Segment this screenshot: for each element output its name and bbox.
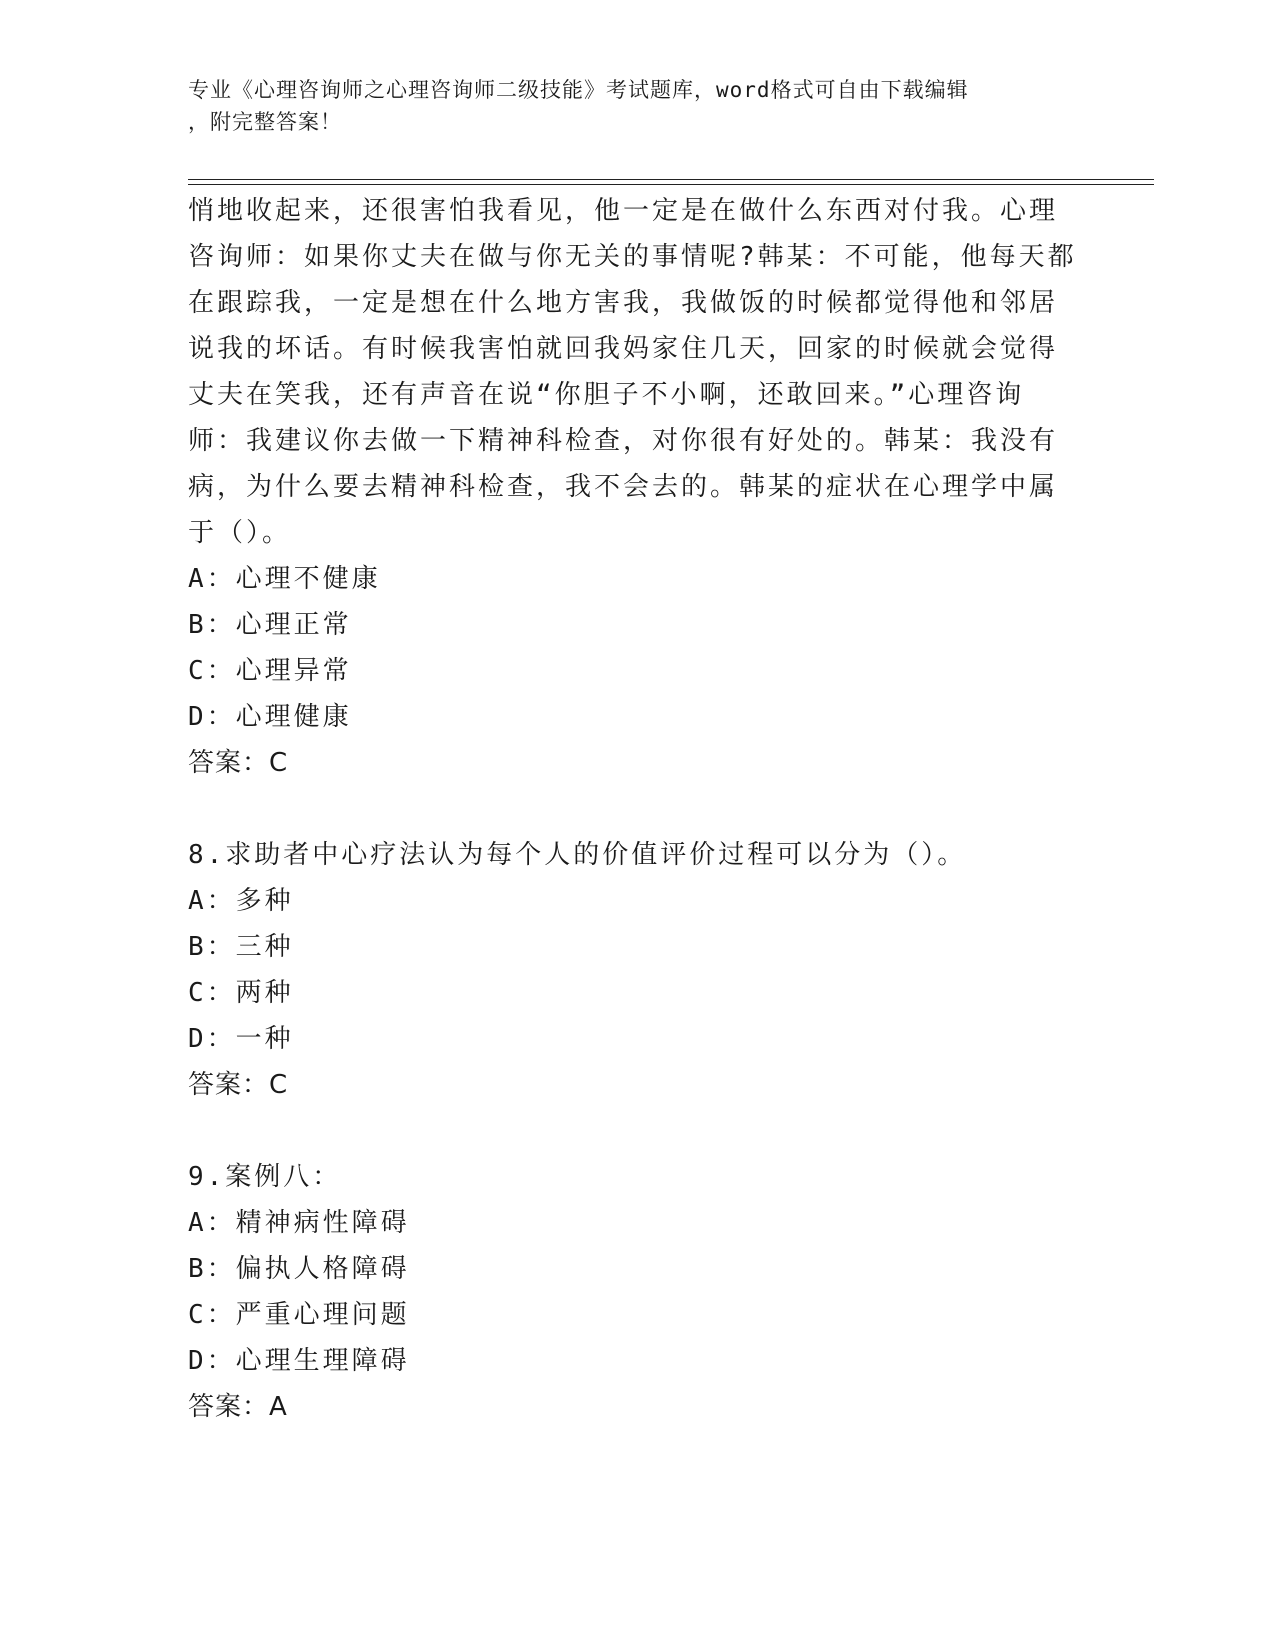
answer-line: 答案：C <box>188 748 289 778</box>
header-title-line-1: 专业《心理咨询师之心理咨询师二级技能》考试题库，word格式可自由下载编辑 <box>188 78 969 102</box>
option-b: B：心理正常 <box>188 610 352 640</box>
question-list <box>188 188 1088 1430</box>
answer-line: 答案：A <box>188 1392 288 1422</box>
option-d: D：一种 <box>188 1024 294 1054</box>
option-c: C：心理异常 <box>188 656 352 686</box>
header-divider-bottom <box>188 184 1154 185</box>
answer-line: 答案：C <box>188 1070 289 1100</box>
question-block <box>188 188 1088 786</box>
question-text-line: 咨询师：如果你丈夫在做与你无关的事情呢?韩某：不可能，他每天都 <box>188 242 1077 272</box>
option-a: A：精神病性障碍 <box>188 1208 410 1238</box>
option-d: D：心理健康 <box>188 702 352 732</box>
question-text-line: 8.求助者中心疗法认为每个人的价值评价过程可以分为（）。 <box>188 840 967 870</box>
page-header <box>188 74 1068 138</box>
option-b: B：偏执人格障碍 <box>188 1254 410 1284</box>
question-block <box>188 1154 1088 1430</box>
question-text-line: 丈夫在笑我，还有声音在说“你胆子不小啊，还敢回来。”心理咨询 <box>188 380 1025 410</box>
option-b: B：三种 <box>188 932 294 962</box>
question-text-line: 说我的坏话。有时候我害怕就回我妈家住几天，回家的时候就会觉得 <box>188 334 1059 364</box>
option-a: A：心理不健康 <box>188 564 381 594</box>
option-a: A：多种 <box>188 886 294 916</box>
spacer <box>188 786 1088 832</box>
question-text-line: 病，为什么要去精神科检查，我不会去的。韩某的症状在心理学中属 <box>188 472 1059 502</box>
question-text-line: 于（）。 <box>188 518 292 548</box>
question-text-line: 悄地收起来，还很害怕我看见，他一定是在做什么东西对付我。心理 <box>188 196 1059 226</box>
question-text-line: 9.案例八： <box>188 1162 342 1192</box>
question-text-line: 在跟踪我，一定是想在什么地方害我，我做饭的时候都觉得他和邻居 <box>188 288 1059 318</box>
header-divider-top <box>188 179 1154 180</box>
question-block <box>188 832 1088 1108</box>
option-c: C：严重心理问题 <box>188 1300 410 1330</box>
header-title-line-2: ，附完整答案！ <box>188 110 342 134</box>
spacer <box>188 1108 1088 1154</box>
question-text-line: 师：我建议你去做一下精神科检查，对你很有好处的。韩某：我没有 <box>188 426 1059 456</box>
option-c: C：两种 <box>188 978 294 1008</box>
option-d: D：心理生理障碍 <box>188 1346 410 1376</box>
